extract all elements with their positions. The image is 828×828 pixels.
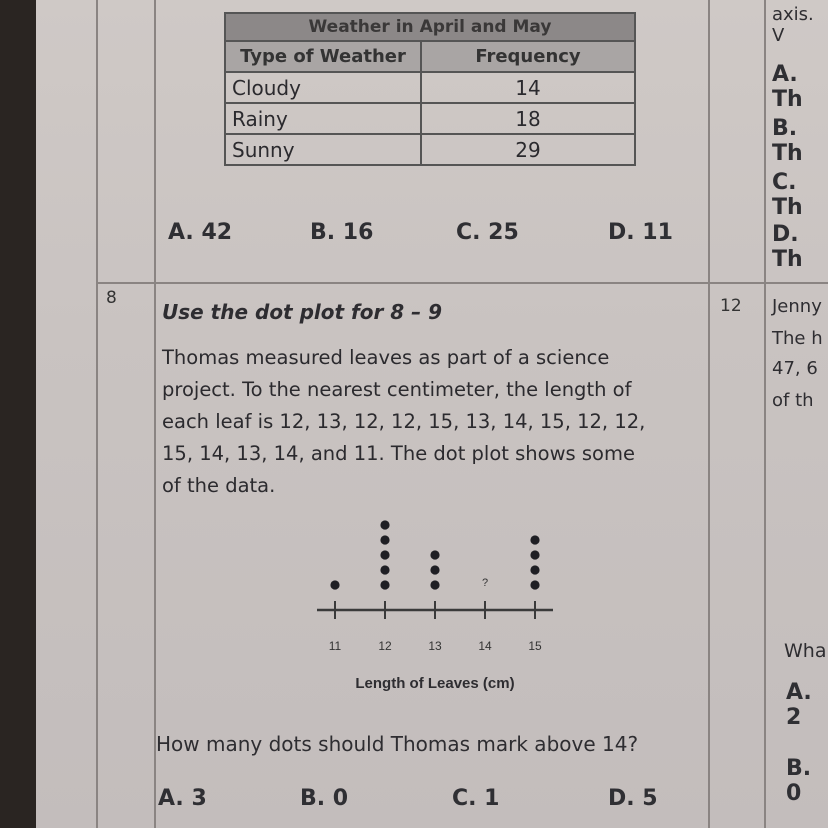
data-dot: [330, 580, 339, 589]
table-row: [225, 134, 635, 165]
dot-plot: [310, 495, 560, 705]
question-prompt: How many dots should Thomas mark above 14?: [156, 732, 639, 756]
table-header-frequency: Frequency: [421, 41, 635, 72]
answer-choice-b[interactable]: B. 16: [310, 220, 374, 245]
weather-frequency: 14: [421, 72, 635, 103]
data-dot: [380, 550, 389, 559]
table-title: Weather in April and May: [225, 13, 635, 41]
data-dot: [430, 580, 439, 589]
answer-choice-c[interactable]: C. Th: [772, 170, 803, 220]
question-text: of th: [772, 390, 814, 411]
weather-type: Sunny: [225, 134, 421, 165]
table-row: [225, 103, 635, 134]
question-line: each leaf is 12, 13, 12, 12, 15, 13, 14, 15, 12, 12,: [162, 410, 646, 433]
column-divider: [154, 0, 156, 828]
axis-title: Length of Leaves (cm): [355, 675, 515, 692]
data-dot: [530, 565, 539, 574]
column-divider: [708, 0, 710, 828]
column-divider: [764, 0, 766, 828]
question-line: Thomas measured leaves as part of a science: [162, 346, 610, 369]
table-header-type: Type of Weather: [225, 41, 421, 72]
weather-frequency: 18: [421, 103, 635, 134]
data-dot: [380, 565, 389, 574]
answer-choice-d[interactable]: D. 5: [608, 786, 658, 811]
tick-label: 14: [478, 639, 492, 653]
question-number: 12: [720, 296, 742, 316]
row-divider: [96, 282, 828, 284]
question-line: of the data.: [162, 474, 276, 497]
data-dot: [530, 535, 539, 544]
answer-choice-c[interactable]: C. 1: [452, 786, 500, 811]
tick-label: 12: [378, 639, 392, 653]
answer-choice-d[interactable]: D. Th: [772, 222, 803, 272]
data-dot: [530, 580, 539, 589]
answer-choice-b[interactable]: B. Th: [772, 116, 803, 166]
tick-label: 11: [328, 639, 342, 653]
answer-choice-a[interactable]: A. 3: [158, 786, 207, 811]
answer-choice-a[interactable]: A. Th: [772, 62, 803, 112]
question-line: 15, 14, 13, 14, and 11. The dot plot shows some: [162, 442, 635, 465]
question-text: The h: [772, 328, 823, 349]
answer-choice-b[interactable]: B. 0: [786, 756, 812, 806]
question-line: project. To the nearest centimeter, the length of: [162, 378, 632, 401]
answer-choice-b[interactable]: B. 0: [300, 786, 349, 811]
right-column-text: axis. V: [772, 4, 814, 46]
tick-label: 13: [428, 639, 442, 653]
data-dot: [380, 535, 389, 544]
weather-frequency: 29: [421, 134, 635, 165]
weather-table: [224, 12, 636, 166]
data-dot: [430, 565, 439, 574]
data-dot: [380, 520, 389, 529]
answer-choice-a[interactable]: A. 2: [786, 680, 812, 730]
answer-choice-d[interactable]: D. 11: [608, 220, 673, 245]
question-number: 8: [106, 288, 117, 308]
question-text: 47, 6: [772, 358, 818, 379]
data-dot: [430, 550, 439, 559]
data-dot: [530, 550, 539, 559]
question-text: Wha: [784, 640, 827, 662]
tick-label: 15: [528, 639, 542, 653]
question-text: Jenny: [772, 296, 822, 317]
weather-type: Rainy: [225, 103, 421, 134]
data-dot: [380, 580, 389, 589]
weather-type: Cloudy: [225, 72, 421, 103]
question-text: [162, 342, 702, 502]
table-row: [225, 72, 635, 103]
answer-choice-c[interactable]: C. 25: [456, 220, 519, 245]
missing-value-marker: ?: [481, 577, 489, 589]
question-heading: Use the dot plot for 8 – 9: [162, 300, 443, 324]
answer-choice-a[interactable]: A. 42: [168, 220, 233, 245]
column-divider: [96, 0, 98, 828]
